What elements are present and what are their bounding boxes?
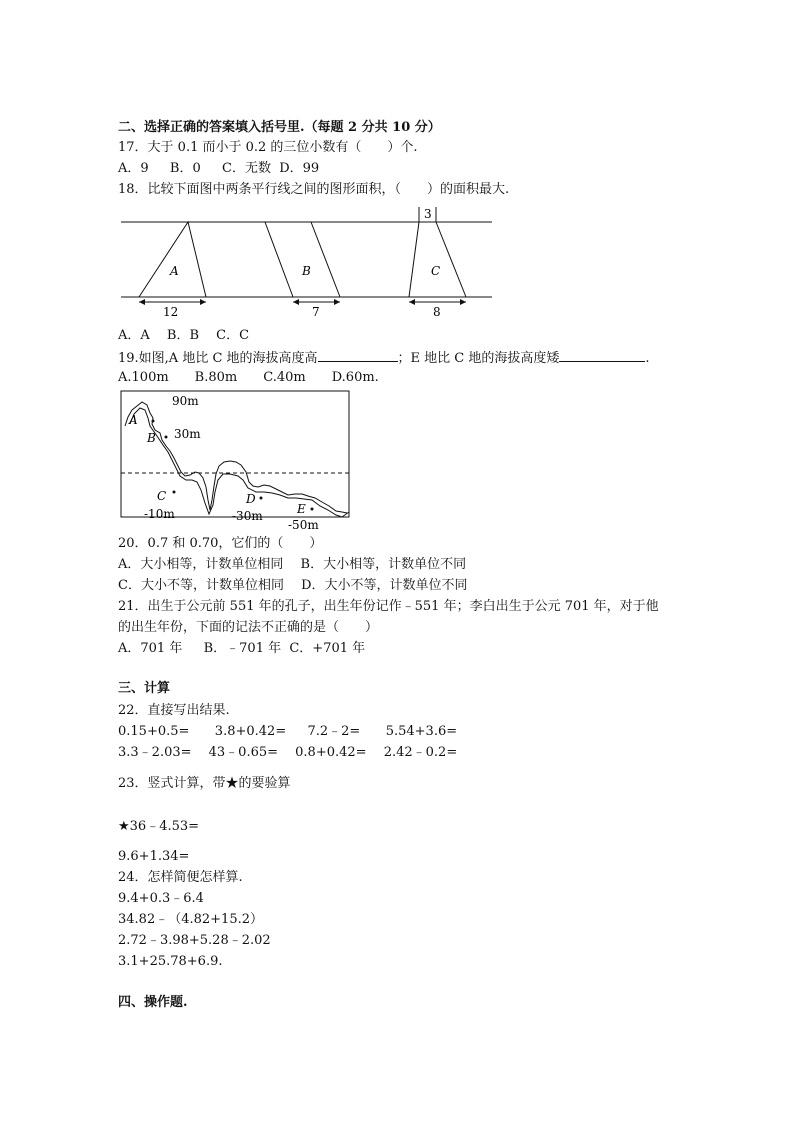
q20-question: 20．0.7 和 0.70，它们的（ ） [118,536,323,551]
q18-figure [0,0,793,330]
q19-blank-1[interactable] [318,348,398,362]
fig18-base-a: 12 [163,305,179,319]
q19-question: 19.如图,A 地比 C 地的海拔高度高 ；E 地比 C 地的海拔高度矮 . [118,348,650,367]
section4-title: 四、操作题. [118,995,188,1010]
section2-title: 二、选择正确的答案填入括号里.（每题 2 分共 10 分） [118,120,441,135]
q23-item2: 9.6+1.34= [118,849,190,864]
height-minus10m: -10m [144,507,175,521]
fig18-label-c: C [431,264,441,278]
point-d-label: D [246,492,256,506]
q23-title: 23．竖式计算，带★的要验算 [118,776,291,791]
q24-item4: 3.1+25.78+6.9. [118,954,223,969]
height-30m: 30m [174,427,201,441]
fig18-base-b: 7 [312,305,320,319]
fig18-base-c: 8 [433,305,441,319]
q19-figure [0,385,793,530]
q18-question: 18．比较下面图中两条平行线之间的图形面积，（ ）的面积最大. [118,182,510,197]
triangle-a [139,222,206,297]
fig18-top-c: 3 [424,207,432,221]
height-minus50m: -50m [288,518,319,530]
point-c-label: C [157,489,167,503]
q20-options-cd: C．大小不等，计数单位相同 D．大小不等，计数单位不同 [118,578,468,593]
height-90m: 90m [172,394,199,408]
q21-options: A．701 年 B．﹣701 年 C．+701 年 [118,641,366,656]
q22-title: 22．直接写出结果. [118,703,230,718]
height-minus30m: -30m [232,509,263,523]
trapezoid-c-left [409,222,419,297]
point-a-label: A [129,413,138,427]
point-b-label: B [147,431,156,445]
point-e-label: E [297,502,306,516]
q24-title: 24．怎样简便怎样算. [118,870,243,885]
fig18-label-b: B [302,264,311,278]
q24-item2: 34.82﹣（4.82+15.2） [118,912,263,927]
q19-options: A.100m B.80m C.40m D.60m. [118,370,379,385]
q22-row1: 0.15+0.5= 3.8+0.42= 7.2﹣2= 5.54+3.6= [118,724,458,739]
q23-item1: ★36﹣4.53= [118,819,200,834]
q20-options-ab: A．大小相等，计数单位相同 B．大小相等，计数单位不同 [118,557,467,572]
q21-line2: 的出生年份，下面的记法不正确的是（ ） [118,620,379,635]
q24-item3: 2.72﹣3.98+5.28﹣2.02 [118,933,271,948]
q24-item1: 9.4+0.3﹣6.4 [118,891,204,906]
q19-blank-2[interactable] [559,348,645,362]
q17-question: 17．大于 0.1 而小于 0.2 的三位小数有（ ）个. [118,140,418,155]
section3-title: 三、计算 [118,681,171,696]
q18-options: A．A B．B C．C [118,328,250,343]
q22-row2: 3.3﹣2.03= 43﹣0.65= 0.8+0.42= 2.42﹣0.2= [118,745,458,760]
fig18-label-a: A [170,264,179,278]
trapezoid-c-right [436,222,466,297]
q17-options: A．9 B．0 C．无数 D．99 [118,161,320,176]
q21-line1: 21．出生于公元前 551 年的孔子，出生年份记作﹣551 年；李白出生于公元 701 年，对于他 [118,599,659,614]
